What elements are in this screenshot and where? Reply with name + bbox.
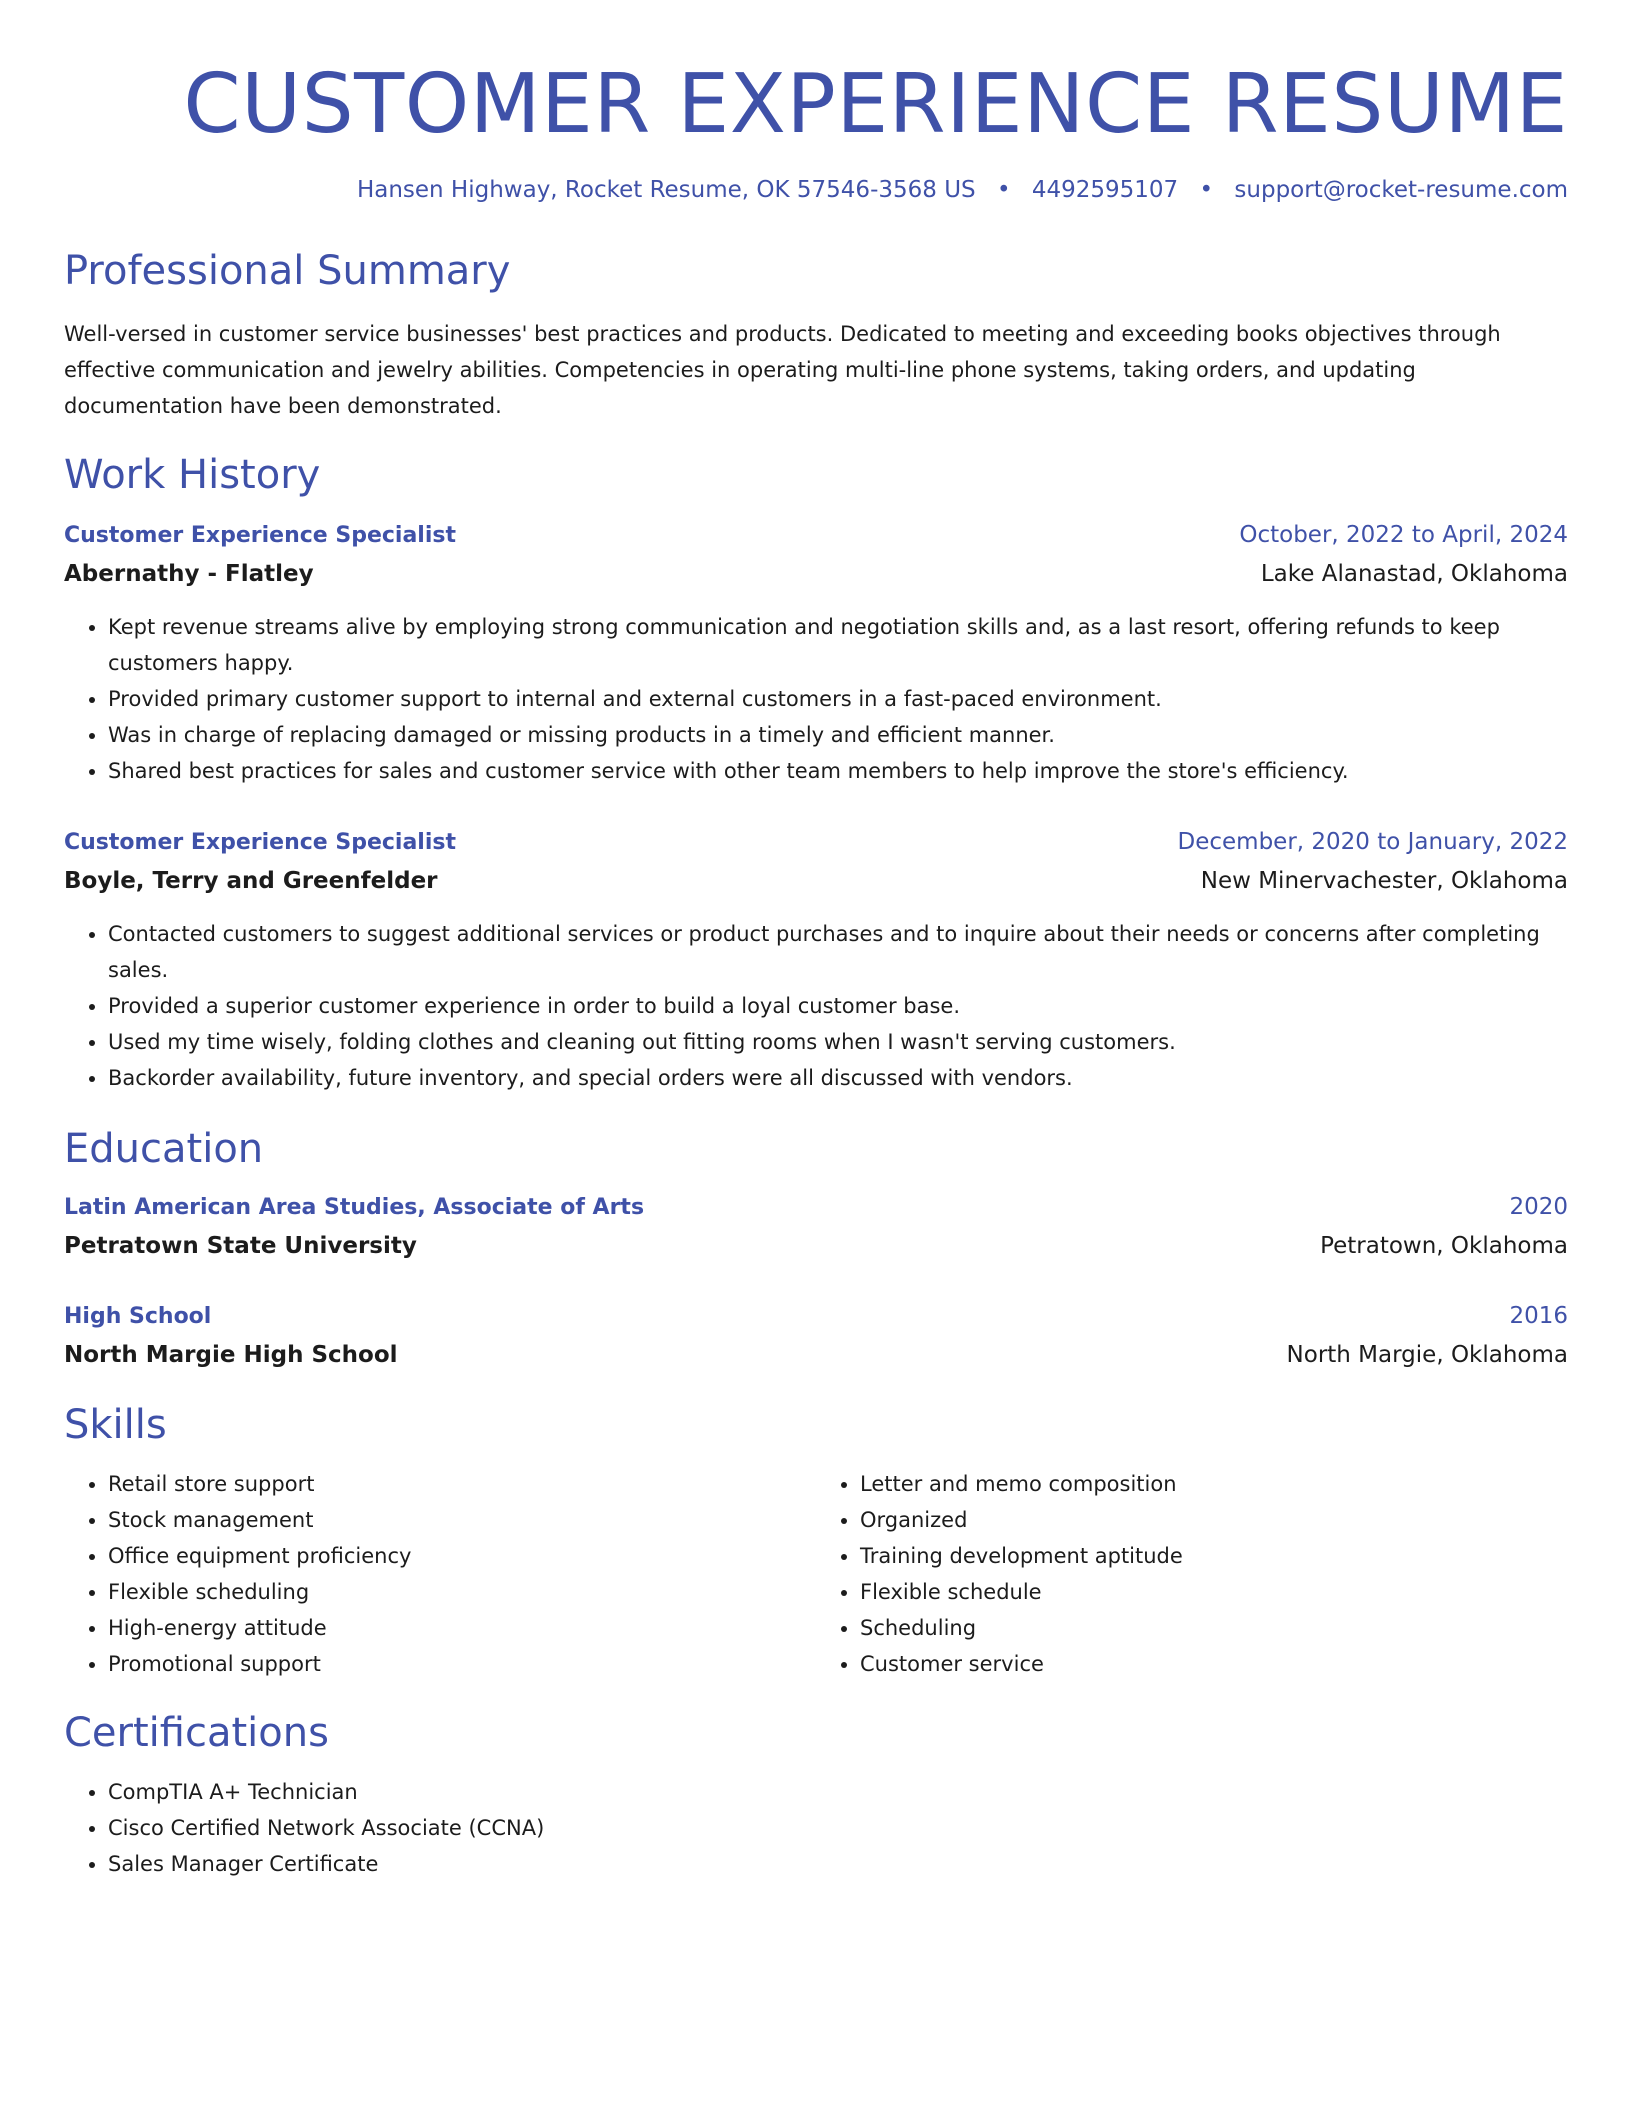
- skills-list-left: [64, 1466, 816, 1682]
- skill-item: • Letter and memo composition: [860, 1466, 1568, 1502]
- job-bullets: [64, 916, 1568, 1096]
- job-title: Customer Experience Specialist: [64, 830, 457, 855]
- skill-item: • Office equipment proficiency: [108, 1538, 816, 1574]
- resume-header: [64, 0, 1568, 206]
- job-company: Abernathy - Flatley: [64, 561, 314, 587]
- skill-item: • Scheduling: [860, 1610, 1568, 1646]
- education-year: 2020: [1509, 1194, 1568, 1220]
- skill-item: • Promotional support: [108, 1646, 816, 1682]
- certifications-section: [64, 1708, 1568, 1882]
- education-section: [64, 1124, 1568, 1374]
- job-bullet: • Kept revenue streams alive by employing strong communication and negotiation skills and, as a last resort, offering refunds to keep customers happy.: [108, 609, 1568, 681]
- skills-heading: Skills: [64, 1402, 167, 1448]
- job-bullet: • Shared best practices for sales and customer service with other team members to help improve the store's efficiency.: [108, 753, 1568, 789]
- education-degree: High School: [64, 1304, 212, 1329]
- job-bullet: • Provided a superior customer experience in order to build a loyal customer base.: [108, 988, 1568, 1024]
- job-title-row: [64, 823, 1568, 862]
- skills-grid: [64, 1466, 1568, 1682]
- skill-item: • Organized: [860, 1502, 1568, 1538]
- job-location: New Minervachester, Oklahoma: [1200, 868, 1568, 894]
- education-location: Petratown, Oklahoma: [1320, 1233, 1568, 1259]
- job-company: Boyle, Terry and Greenfelder: [64, 868, 438, 894]
- skills-list-right: [816, 1466, 1568, 1682]
- job-bullet: • Contacted customers to suggest additional services or product purchases and to inquire about their needs or concerns after completing sales.: [108, 916, 1568, 988]
- education-degree-row: [64, 1297, 1568, 1336]
- skill-item: • Training development aptitude: [860, 1538, 1568, 1574]
- job-bullet: • Provided primary customer support to internal and external customers in a fast-paced environment.: [108, 681, 1568, 717]
- work-history-heading: Work History: [64, 452, 321, 498]
- education-school: North Margie High School: [64, 1342, 398, 1368]
- job-dates: October, 2022 to April, 2024: [1239, 522, 1568, 548]
- certifications-heading: Certifications: [64, 1710, 329, 1756]
- job-dates: December, 2020 to January, 2022: [1177, 829, 1568, 855]
- job-title: Customer Experience Specialist: [64, 523, 457, 548]
- job-location: Lake Alanastad, Oklahoma: [1260, 561, 1568, 587]
- education-degree: Latin American Area Studies, Associate of Arts: [64, 1195, 645, 1220]
- job-entry: [64, 516, 1568, 789]
- contact-separator: •: [996, 177, 1011, 203]
- skill-item: • Flexible scheduling: [108, 1574, 816, 1610]
- skill-item: • Retail store support: [108, 1466, 816, 1502]
- job-bullet: • Backorder availability, future inventory, and special orders were all discussed with vendors.: [108, 1060, 1568, 1096]
- job-title-row: [64, 516, 1568, 555]
- work-history-section: [64, 450, 1568, 1096]
- summary-section: [64, 246, 1568, 424]
- job-entry: [64, 823, 1568, 1096]
- contact-address: Hansen Highway, Rocket Resume, OK 57546-3568 US: [356, 177, 976, 203]
- education-entry: [64, 1297, 1568, 1374]
- certifications-list: [64, 1774, 1568, 1882]
- certification-item: • Sales Manager Certificate: [108, 1846, 1568, 1882]
- job-company-row: [64, 555, 1568, 593]
- education-year: 2016: [1509, 1303, 1568, 1329]
- contact-line: [64, 174, 1568, 206]
- education-location: North Margie, Oklahoma: [1286, 1342, 1568, 1368]
- resume-title: CUSTOMER EXPERIENCE RESUME: [183, 57, 1568, 152]
- contact-phone: 4492595107: [1031, 177, 1179, 203]
- summary-text: Well-versed in customer service businesses' best practices and products. Dedicated to meeting and exceeding books objectives through effective communication and jewelry abilities. Competencies in operating multi-line phone systems, taking orders, and updating documentation have been demonstrated.: [64, 322, 1501, 418]
- education-school-row: [64, 1336, 1568, 1374]
- skill-item: • Stock management: [108, 1502, 816, 1538]
- certification-item: • CompTIA A+ Technician: [108, 1774, 1568, 1810]
- education-school-row: [64, 1227, 1568, 1265]
- summary-heading: Professional Summary: [64, 248, 511, 294]
- job-bullet: • Used my time wisely, folding clothes and cleaning out fitting rooms when I wasn't serving customers.: [108, 1024, 1568, 1060]
- skills-section: [64, 1400, 1568, 1682]
- education-degree-row: [64, 1188, 1568, 1227]
- contact-separator: •: [1199, 177, 1214, 203]
- education-heading: Education: [64, 1126, 264, 1172]
- job-company-row: [64, 862, 1568, 900]
- job-bullets: [64, 609, 1568, 789]
- skill-item: • High-energy attitude: [108, 1610, 816, 1646]
- certification-item: • Cisco Certified Network Associate (CCNA): [108, 1810, 1568, 1846]
- skill-item: • Flexible schedule: [860, 1574, 1568, 1610]
- skill-item: • Customer service: [860, 1646, 1568, 1682]
- contact-email: support@rocket-resume.com: [1234, 177, 1568, 203]
- education-entry: [64, 1188, 1568, 1265]
- education-school: Petratown State University: [64, 1233, 417, 1259]
- job-bullet: • Was in charge of replacing damaged or missing products in a timely and efficient manner.: [108, 717, 1568, 753]
